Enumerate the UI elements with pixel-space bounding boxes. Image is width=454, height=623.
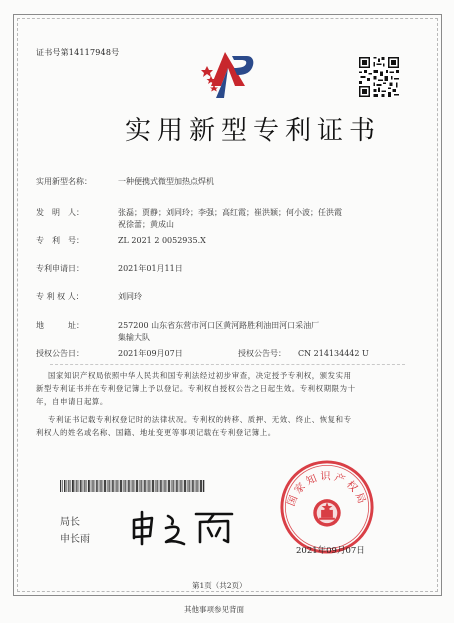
field-value-grant-date: 2021年09月07日 <box>118 349 183 358</box>
footer-note: 其他事项参见背面 <box>184 605 244 614</box>
seal-date: 2021年09月07日 <box>296 546 365 556</box>
paragraph-2-line-1: 专利证书记载专利权登记时的法律状况。专利权的转移、质押、无效、终止、恢复和专 <box>48 415 352 424</box>
field-label-patent-no: 专 利 号： <box>36 236 84 245</box>
field-label-address: 地 址： <box>36 321 84 330</box>
field-value-announce-no: CN 214134442 U <box>298 349 369 358</box>
director-title: 局长 <box>60 517 80 528</box>
barcode-icon <box>60 480 205 492</box>
paragraph-1-line-3: 年，自申请日起算。 <box>36 397 108 406</box>
handwritten-signature-icon <box>128 508 238 546</box>
field-label-inventors: 发 明 人： <box>36 208 84 217</box>
seal-text: 国家知识产权局 <box>285 470 369 508</box>
field-value-inventors: 张磊；贾静；刘同玲；李强；高红霞；崔洪颖；何小波；任洪霞 <box>118 208 342 217</box>
field-label-announce-no: 授权公告号： <box>238 349 286 358</box>
qr-code-icon <box>359 57 399 97</box>
field-label-filing-date: 专利申请日： <box>36 264 84 273</box>
certificate-title: 实用新型专利证书 <box>125 116 382 146</box>
director-name: 申长雨 <box>60 534 90 545</box>
paragraph-1-line-1: 国家知识产权局依照中华人民共和国专利法经过初步审查，决定授予专利权，颁发实用 <box>48 371 352 380</box>
official-seal-icon <box>278 458 376 556</box>
field-value-inventors-2: 祝徐蕾；黄成山 <box>118 220 174 229</box>
field-label-grant-date: 授权公告日： <box>36 349 84 358</box>
paragraph-1-line-2: 新型专利证书并在专利登记簿上予以登记。专利权自授权公告之日起生效。专利权期限为十 <box>36 384 356 393</box>
field-value-address-2: 集输大队 <box>118 333 150 342</box>
page-number: 第1页（共2页） <box>192 581 247 590</box>
paragraph-2-line-2: 利权人的姓名或名称、国籍、地址变更等事项记载在专利登记簿上。 <box>36 428 276 437</box>
cnipa-logo-icon <box>199 46 257 104</box>
field-value-address: 257200 山东省东营市河口区黄河路胜利油田河口采油厂 <box>118 321 320 330</box>
field-label-patentee: 专 利 权 人： <box>36 292 84 301</box>
certificate-number: 证书号第14117948号 <box>36 48 120 57</box>
field-value-patent-no: ZL 2021 2 0052935.X <box>118 236 206 245</box>
field-value-patentee: 刘同玲 <box>118 292 142 301</box>
field-label-name: 实用新型名称： <box>36 177 92 186</box>
field-value-name: 一种便携式微型加热点焊机 <box>118 177 214 186</box>
divider <box>50 364 405 365</box>
field-value-filing-date: 2021年01月11日 <box>118 264 183 273</box>
